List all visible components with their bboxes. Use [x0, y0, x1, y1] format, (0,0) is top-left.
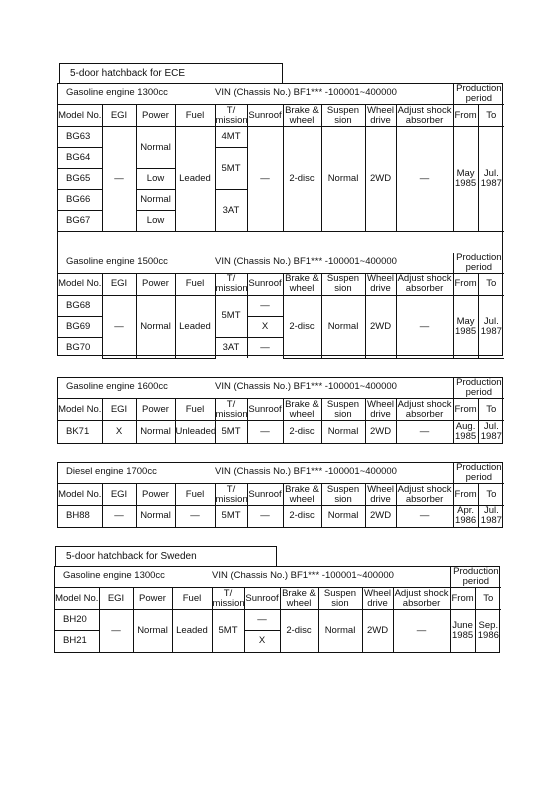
col-egi: EGI [102, 273, 136, 295]
to-cell: Jul. 1987 [478, 421, 504, 443]
engine-label: Gasoline engine 1600cc [66, 381, 168, 393]
transmission-cell: 5MT [212, 610, 244, 652]
transmission-cell: 5MT [215, 421, 247, 443]
col-sunroof: Sunroof [247, 105, 283, 127]
power-cell: Normal [136, 421, 175, 443]
model-cell: BH88 [58, 506, 102, 527]
spec-table-1300 [58, 84, 504, 253]
col-egi: EGI [99, 588, 133, 610]
model-cell: BK71 [58, 421, 102, 443]
sweden-title: 5-door hatchback for Sweden [66, 551, 197, 562]
col-transmission: T/ mission [215, 483, 248, 505]
power-cell: Low [136, 169, 175, 190]
model-cell: BG64 [58, 148, 102, 169]
col-shock: Adjust shock absorber [397, 273, 452, 294]
brake-cell: 2-disc [280, 610, 318, 652]
model-cell: BG70 [58, 337, 102, 358]
shock-cell: — [396, 127, 453, 232]
ece-table-1600 [57, 377, 503, 444]
col-power: Power [136, 105, 175, 127]
col-suspension: Suspen sion [321, 273, 365, 295]
col-sunroof: Sunroof [247, 484, 283, 506]
sunroof-cell: — [247, 127, 283, 232]
model-cell: BH20 [55, 610, 99, 631]
egi-cell: — [102, 506, 136, 527]
col-to: To [478, 484, 504, 506]
engine-label: Gasoline engine 1300cc [63, 570, 165, 582]
power-cell: Normal [136, 127, 175, 169]
drive-cell: 2WD [365, 295, 396, 358]
production-header: Production period [453, 253, 504, 274]
sunroof-cell: — [247, 295, 283, 316]
from-cell: June 1985 [450, 610, 475, 652]
to-cell: Jul. 1987 [478, 127, 504, 232]
col-fuel: Fuel [175, 105, 215, 127]
suspension-cell: Normal [321, 127, 365, 232]
fuel-cell: Leaded [175, 295, 215, 358]
production-header: Production period [453, 378, 504, 399]
col-brake: Brake & wheel [280, 588, 318, 610]
model-cell: BG69 [58, 316, 102, 337]
sweden-banner [55, 546, 277, 566]
col-suspension: Suspen sion [321, 399, 365, 421]
col-model: Model No. [55, 588, 99, 610]
ece-table-1300-1500 [57, 83, 503, 356]
vin-label: VIN (Chassis No.) BF1*** -100001~400000 [215, 255, 397, 267]
spec-table-sweden [55, 567, 501, 652]
col-from: From [450, 588, 475, 610]
sunroof-cell: X [247, 316, 283, 337]
drive-cell: 2WD [365, 506, 396, 527]
col-shock: Adjust shock absorber [397, 104, 452, 126]
col-sunroof: Sunroof [247, 399, 283, 421]
suspension-cell: Normal [321, 506, 365, 527]
suspension-cell: Normal [318, 610, 362, 652]
transmission-cell: 3AT [215, 190, 247, 232]
brake-cell: 2-disc [283, 295, 321, 358]
col-model: Model No. [58, 273, 102, 295]
col-drive: Wheel drive [365, 273, 396, 295]
sunroof-cell: — [247, 337, 283, 358]
col-model: Model No. [58, 399, 102, 421]
sunroof-cell: — [247, 506, 283, 527]
production-header: Production period [453, 84, 504, 105]
col-transmission: T/ mission [215, 273, 248, 294]
col-model: Model No. [58, 484, 102, 506]
from-cell: May 1985 [453, 127, 478, 232]
col-brake: Brake & wheel [283, 484, 321, 506]
production-header: Production period [453, 463, 504, 484]
col-drive: Wheel drive [362, 588, 393, 610]
col-fuel: Fuel [175, 399, 215, 421]
power-cell: Normal [133, 610, 172, 652]
col-brake: Brake & wheel [283, 273, 321, 295]
model-cell: BH21 [55, 631, 99, 652]
spec-table-diesel [58, 463, 504, 527]
transmission-cell: 5MT [215, 506, 247, 527]
col-drive: Wheel drive [365, 399, 396, 421]
shock-cell: — [396, 506, 453, 527]
col-from: From [453, 484, 478, 506]
col-shock: Adjust shock absorber [397, 483, 452, 505]
suspension-cell: Normal [321, 421, 365, 443]
brake-cell: 2-disc [283, 506, 321, 527]
col-power: Power [136, 399, 175, 421]
engine-label: Gasoline engine 1500cc [66, 255, 168, 267]
col-to: To [478, 399, 504, 421]
col-shock: Adjust shock absorber [394, 587, 449, 609]
col-power: Power [133, 588, 172, 610]
to-cell: Sep. 1986 [475, 610, 501, 652]
col-from: From [453, 399, 478, 421]
ece-table-diesel-1700 [57, 462, 503, 528]
vin-label: VIN (Chassis No.) BF1*** -100001~400000 [215, 466, 397, 478]
to-cell: Jul. 1987 [478, 295, 504, 358]
model-cell: BG66 [58, 190, 102, 211]
col-to: To [478, 105, 504, 127]
brake-cell: 2-disc [283, 421, 321, 443]
ece-banner [59, 63, 283, 83]
transmission-cell: 4MT [215, 127, 247, 148]
model-cell: BG67 [58, 211, 102, 232]
drive-cell: 2WD [365, 421, 396, 443]
col-power: Power [136, 484, 175, 506]
col-egi: EGI [102, 484, 136, 506]
egi-cell: X [102, 421, 136, 443]
sunroof-cell: — [244, 610, 280, 631]
ece-title: 5-door hatchback for ECE [70, 68, 186, 79]
col-sunroof: Sunroof [244, 588, 280, 610]
drive-cell: 2WD [365, 127, 396, 232]
drive-cell: 2WD [362, 610, 393, 652]
col-from: From [453, 273, 478, 295]
col-transmission: T/ mission [215, 104, 248, 126]
col-drive: Wheel drive [365, 105, 396, 127]
col-to: To [478, 273, 504, 295]
vin-label: VIN (Chassis No.) BF1*** -100001~400000 [212, 570, 394, 582]
power-cell: Normal [136, 506, 175, 527]
power-cell: Low [136, 211, 175, 232]
to-cell: Jul. 1987 [478, 506, 504, 527]
engine-label: Diesel engine 1700cc [66, 466, 157, 478]
model-cell: BG63 [58, 127, 102, 148]
shock-cell: — [393, 610, 450, 652]
model-cell: BG68 [58, 295, 102, 316]
spec-table-1500 [58, 253, 504, 359]
shock-cell: — [396, 295, 453, 358]
model-cell: BG65 [58, 169, 102, 190]
from-cell: Aug. 1985 [455, 420, 477, 442]
col-egi: EGI [102, 399, 136, 421]
col-brake: Brake & wheel [283, 105, 321, 127]
col-drive: Wheel drive [365, 484, 396, 506]
power-cell: Normal [136, 190, 175, 211]
engine-label: Gasoline engine 1300cc [66, 87, 168, 99]
transmission-cell: 3AT [215, 337, 247, 358]
col-suspension: Suspen sion [321, 105, 365, 127]
col-power: Power [136, 273, 175, 295]
col-sunroof: Sunroof [247, 273, 283, 295]
transmission-cell: 5MT [215, 295, 247, 337]
fuel-cell: Leaded [172, 610, 212, 652]
from-cell: Apr. 1986 [455, 505, 477, 527]
shock-cell: — [396, 421, 453, 443]
col-model: Model No. [58, 105, 102, 127]
suspension-cell: Normal [321, 295, 365, 358]
from-cell: May 1985 [453, 295, 478, 358]
egi-cell: — [102, 295, 136, 358]
egi-cell: — [99, 610, 133, 652]
egi-cell: — [102, 127, 136, 232]
fuel-cell: — [175, 506, 215, 527]
col-shock: Adjust shock absorber [397, 398, 452, 420]
col-fuel: Fuel [172, 588, 212, 610]
col-fuel: Fuel [175, 273, 215, 295]
col-fuel: Fuel [175, 484, 215, 506]
vin-label: VIN (Chassis No.) BF1*** -100001~400000 [215, 381, 397, 393]
sweden-table-1300 [54, 566, 500, 653]
transmission-cell: 5MT [215, 148, 247, 190]
vin-label: VIN (Chassis No.) BF1*** -100001~400000 [215, 87, 397, 99]
col-to: To [475, 588, 501, 610]
sunroof-cell: X [244, 631, 280, 652]
brake-cell: 2-disc [283, 127, 321, 232]
col-brake: Brake & wheel [283, 399, 321, 421]
power-cell: Normal [136, 295, 175, 358]
production-header: Production period [450, 567, 501, 588]
sunroof-cell: — [247, 421, 283, 443]
col-suspension: Suspen sion [318, 588, 362, 610]
col-suspension: Suspen sion [321, 484, 365, 506]
col-transmission: T/ mission [212, 587, 245, 609]
col-transmission: T/ mission [215, 398, 248, 420]
spec-table-1600 [58, 378, 504, 443]
col-egi: EGI [102, 105, 136, 127]
col-from: From [453, 105, 478, 127]
fuel-cell: Unleaded [175, 421, 215, 443]
fuel-cell: Leaded [175, 127, 215, 232]
